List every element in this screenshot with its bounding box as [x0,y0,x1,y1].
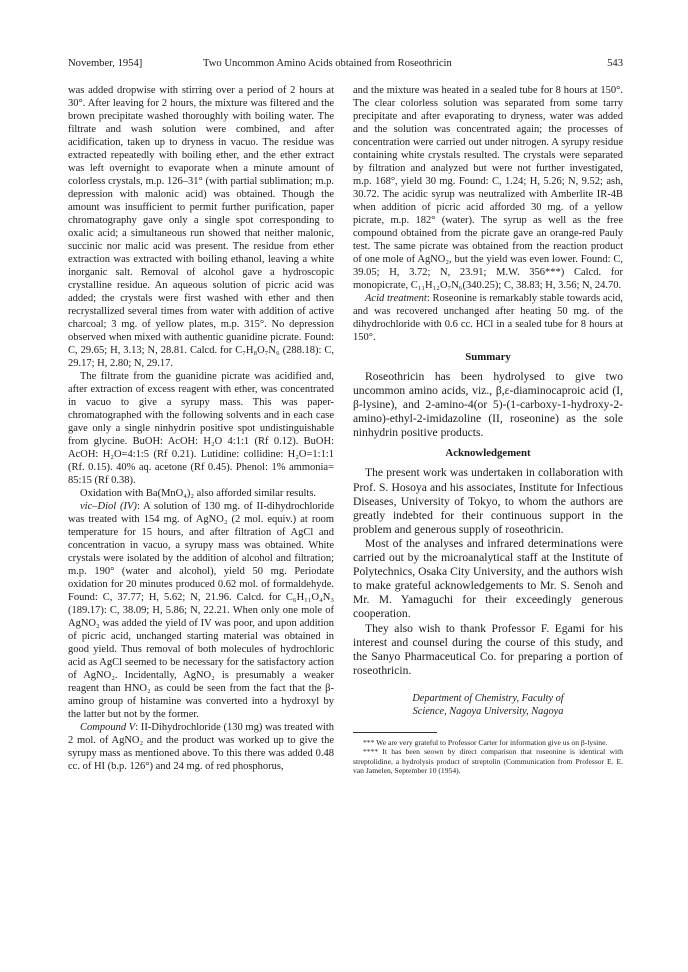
vic-diol-text: : A solution of 130 mg. of II-dihydrochloride was treated with 154 mg. of AgNO₂ (2 mol. equiv.) at room temperature for 15 hours, and after filtration of AgCl and concentration in vacuo, a syrupy mass was obtained. White crystals were isolated by the addition of alcohol and filtration; m.p. 190° (water and alcohol), yield 50 mg. Periodate oxidation for 20 minutes produced 0.62 mol. of formaldehyde. Found: C, 37.77; H, 5.62; N, 21.96. Calcd. for C₆H₁₁O₄N₃ (189.17): C, 38.09; H, 5.86; N, 22.21. When only one mole of AgNO₂ was added the yield of IV was poor, and upon addition of picric acid, unchanged starting material was obtained in good yield. Thus removal of both molecules of hydrochloric acid as AgCl seemed to be necessary for the satisfactory action of AgNO₂. Incidentally, AgNO₂ is presumably a weaker reagent than HNO₂ as could be seen from the fact that the β-amino group of histamine was converted into a hydroxyl by the latter but not by the former. [68,501,335,720]
acknowledgement-heading: Acknowledgement [445,447,531,460]
summary-heading: Summary [465,351,511,363]
compound-v-paragraph [68,721,334,773]
acid-treatment-paragraph [353,292,623,344]
body-paragraph: and the mixture was heated in a sealed tube for 8 hours at 150°. The clear colorless solution was separated from some tarry precipitate and after evaporating to dryness, water was added and the solution was concentrated again; the processes of concentration were carried out under nitrogen. A syrupy residue containing white crystals resulted. The crystals were separated by filtration and analyzed but were not further investigated, m.p. 168°, yield 30 mg. Found: C, 1.24; H, 5.26; N, 9.52; ash, 30.72. The acidic syrup was neutralized with Amberlite IR-4B when addition of picric acid afforded 30 mg. of a yellow picrate, m.p. 182° (water). The syrup as well as the free compound obtained from the picrate gave an orange-red Pauly test. The same picrate was obtained from the reaction product of one mole of AgNO₂, but the yield was even lower. Found: C, 39.05; H, 3.72; N, 23.91; M.W. 356***) Calcd. for monopicrate, C₁₁H₁₂O₇N₆(340.25); C, 38.83; H, 3.56; N, 24.70. [353,85,623,291]
body-paragraph: was added dropwise with stirring over a period of 2 hours at 30°. After leaving for 2 hours, the mixture was filtered and the brown precipitate washed thoroughly with boiling water. The filtrate and wash solution were combined, and after acidification, taken up to dryness in vacuo. The residue was extracted repeatedly with boiling ether, and the ether extract was left overnight to evaporate when a minute amount of colorless crystals, m.p. 126–31° (with partial sublimation; m.p. depression with malonic acid) was obtained. Though the amount was insufficient to permit further purification, paper chromatography gave only a single spot corresponding to oxalic acid; a simultaneous run showed that neither malonic, succinic nor malic acid was present. The residue from ether extraction was extracted with boiling ethanol, leaving a white inorganic salt. Removal of alcohol gave a hydroscopic crystalline residue. An aqueous solution of picric acid was added; the crystals were first washed with ether and then recrystallized several times from water with addition of active charcoal; 3 mg. of yellow plates, m.p. 315°. No depression observed when mixed with authentic guanidine picrate. Found: C, 29.65; H, 3.13; N, 28.81. Calcd. for C₇H₈O₇N₆ (288.18): C, 29.17; H, 2.80; N, 29.17. [68,85,334,369]
running-header [68,58,623,72]
header-date: November, 1954] [68,58,143,69]
vic-diol-paragraph [68,500,334,721]
compound-v-label: Compound V [80,722,136,733]
acknowledgement-paragraph: The present work was undertaken in collaboration with Prof. S. Hosoya and his associates, Institute for Infectious Diseases, University of Tokyo, to whom the authors are greatly indebted for their continuous support in the problem and generous supply of roseothricin. [353,466,623,536]
affiliation-line: Department of Chemistry, Faculty of [412,692,564,704]
footnote: **** It has been seown by direct comparison that roseonine is identical with streptolidine, a hydrolysis product of streptolin (Communication from Professor E. E. van Jamelen, September 10 (1954). [353,747,623,776]
acknowledgement-section [353,466,623,677]
left-column [68,84,334,773]
acid-treatment-label: Acid treatment [365,293,427,304]
header-title: Two Uncommon Amino Acids obtained from Roseothricin [203,58,452,69]
acknowledgement-paragraph: Most of the analyses and infrared determinations were carried out by the microanalytical staff at the Institute of Polytechnics, Osaka City University, and the authors wish to make grateful acknowledgements to Mr. S. Senoh and Mr. M. Yamaguchi for their exceedingly generous cooperation. [353,536,623,621]
affiliation [353,692,623,718]
compound-v-text: : II-Dihydrochloride (130 mg) was treated with 2 mol. of AgNO₂ and the product was worked up to give the syrupy mass as mentioned above. To this there was added 0.48 cc. of HI (b.p. 126°) and 24 mg. of red phosphorus, [68,722,335,772]
acknowledgement-paragraph: They also wish to thank Professor F. Egami for his interest and counsel during the course of this study, and the Sanyo Pharmaceutical Co. for preparing a portion of roseothricin. [353,621,623,677]
summary-section [353,370,623,440]
footnotes [353,738,623,776]
vic-diol-label: vic–Diol (IV) [80,501,137,512]
body-paragraph: The filtrate from the guanidine picrate was acidified and, after extraction of excess reagent with ether, was concentrated in vacuo to give a syrupy mass. This was paper-chromatographed with the following solvents and in each case gave only a single ninhydrin positive spot undistinguishable from glycine. BuOH: AcOH: H₂O 4:1:1 (Rf 0.12). BuOH: AcOH: H₂O=4:1:5 (Rf 0.21). Lutidine: collidine: H₂O=1:1:1 (Rf. 0.15). 40% aq. acetone (Rf 0.45). Phenol: 1% ammonia= 85:15 (Rf 0.38). [68,371,334,486]
footnote-rule [353,732,437,733]
body-paragraph: Oxidation with Ba(MnO₄)₂ also afforded similar results. [80,488,317,499]
summary-paragraph: Roseothricin has been hydrolysed to give two uncommon amino acids, viz., β,ε-diaminocaproic acid (I, β-lysine), and 2-amino-4(or 5)-(1-carboxy-1-hydroxy-2-amino)-ethyl-2-imidazoline (II, roseonine) as the sole ninhydrin positive products. [353,370,623,440]
affiliation-line: Science, Nagoya University, Nagoya [412,705,564,717]
acid-treatment-text: : Roseonine is remarkably stable towards acid, and was recovered unchanged after heating 50 mg. of the dihydrochloride with 0.6 cc. HCl in a sealed tube for 8 hours at 150°. [353,293,624,343]
right-column [353,84,623,776]
page-number: 543 [607,58,623,69]
footnote: *** We are very grateful to Professor Carter for information give us on β-lysine. [363,737,608,747]
